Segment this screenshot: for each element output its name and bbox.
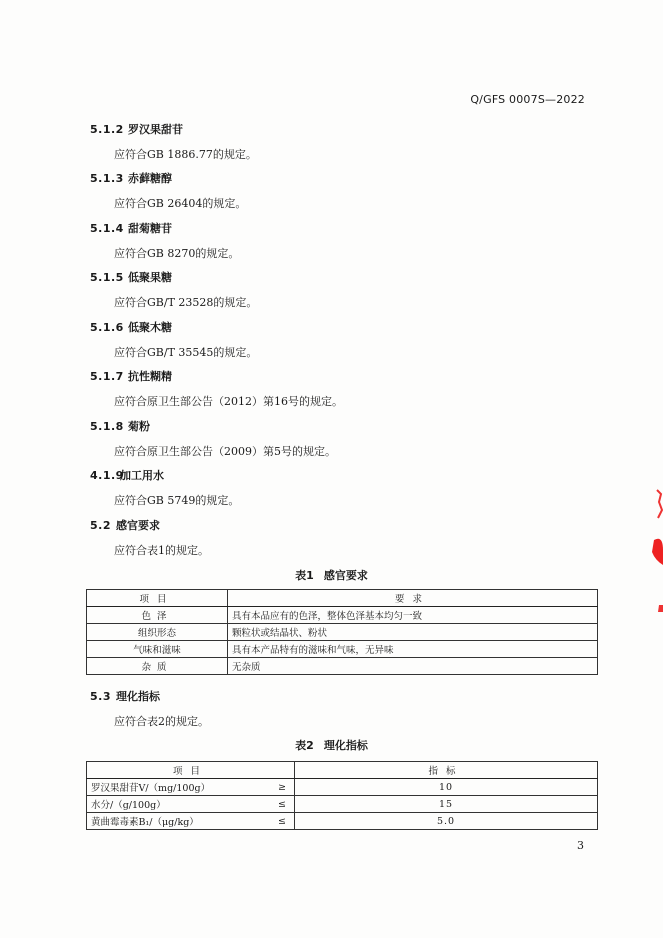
section-text: 应符合GB/T 23528的规定。 xyxy=(114,296,258,309)
document-code: Q/GFS 0007S—2022 xyxy=(470,93,585,106)
table-cell: 水分/（g/100g） xyxy=(87,796,253,813)
table-row xyxy=(87,641,598,658)
table-cell: 杂质 xyxy=(87,658,228,675)
table-header-cell: 项目 xyxy=(87,762,295,779)
section-text: 应符合表1的规定。 xyxy=(114,544,209,557)
section-text: 应符合原卫生部公告（2012）第16号的规定。 xyxy=(114,395,343,408)
section-text: 应符合GB 26404的规定。 xyxy=(114,197,247,210)
table-header-row xyxy=(87,590,598,607)
table-cell: 10 xyxy=(295,779,598,796)
table-cell: 具有本产品特有的滋味和气味，无异味 xyxy=(228,641,598,658)
page-number: 3 xyxy=(577,839,584,852)
section-heading: 5.1.4 甜菊糖苷 xyxy=(90,222,172,235)
section-heading: 5.1.7 抗性糊精 xyxy=(90,370,172,383)
section-heading: 4.1.9加工用水 xyxy=(90,469,164,482)
section-text: 应符合原卫生部公告（2009）第5号的规定。 xyxy=(114,445,336,458)
table-header-cell: 要求 xyxy=(228,590,598,607)
table-cell: 气味和滋味 xyxy=(87,641,228,658)
table-header-cell: 指标 xyxy=(295,762,598,779)
table-cell: 组织形态 xyxy=(87,624,228,641)
table-cell: 色泽 xyxy=(87,607,228,624)
table-cell: ≥ xyxy=(253,779,295,796)
table-row xyxy=(87,779,598,796)
section-text: 应符合GB/T 35545的规定。 xyxy=(114,346,258,359)
table-cell: 无杂质 xyxy=(228,658,598,675)
table-row xyxy=(87,624,598,641)
table2-caption: 表2 理化指标 xyxy=(295,739,368,752)
seal-stamp-icon xyxy=(645,480,663,630)
section-text: 应符合表2的规定。 xyxy=(114,715,209,728)
section-heading: 5.1.3 赤藓糖醇 xyxy=(90,172,172,185)
table-header-cell: 项目 xyxy=(87,590,228,607)
section-text: 应符合GB 1886.77的规定。 xyxy=(114,148,257,161)
table-cell: ≤ xyxy=(253,813,295,830)
table-cell: 5.0 xyxy=(295,813,598,830)
section-heading: 5.1.2 罗汉果甜苷 xyxy=(90,123,183,136)
table-row xyxy=(87,607,598,624)
section-heading: 5.1.8 菊粉 xyxy=(90,420,150,433)
table-cell: 具有本品应有的色泽，整体色泽基本均匀一致 xyxy=(228,607,598,624)
section-heading: 5.1.5 低聚果糖 xyxy=(90,271,172,284)
table-cell: 黄曲霉毒素B₁/（μg/kg） xyxy=(87,813,253,830)
table-cell: 15 xyxy=(295,796,598,813)
table-row xyxy=(87,796,598,813)
table1-caption: 表1 感官要求 xyxy=(295,569,368,582)
table-cell: 颗粒状或结晶状、粉状 xyxy=(228,624,598,641)
table-cell: 罗汉果甜苷V/（mg/100g） xyxy=(87,779,253,796)
table-header-row xyxy=(87,762,598,779)
section-text: 应符合GB 8270的规定。 xyxy=(114,247,240,260)
table-row xyxy=(87,658,598,675)
section-heading: 5.1.6 低聚木糖 xyxy=(90,321,172,334)
section-heading: 5.2 感官要求 xyxy=(90,519,160,532)
table-row xyxy=(87,813,598,830)
table-cell: ≤ xyxy=(253,796,295,813)
sensory-requirements-table xyxy=(86,589,598,675)
section-text: 应符合GB 5749的规定。 xyxy=(114,494,240,507)
physicochemical-indicators-table xyxy=(86,761,598,830)
section-heading: 5.3 理化指标 xyxy=(90,690,160,703)
